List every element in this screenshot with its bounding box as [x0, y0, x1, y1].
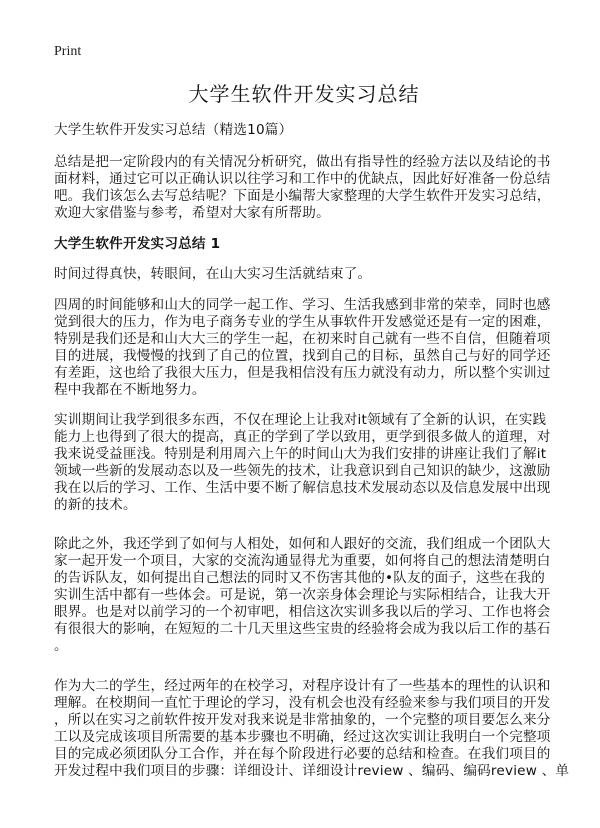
paragraph-line: 作为大二的学生，经过两年的在校学习，对程序设计有了一些基本的理性的认识和: [54, 678, 551, 694]
paragraph-line: 的新的技术。: [54, 497, 137, 513]
paragraph-line: 有差距，这也给了我很大压力，但是我相信没有压力就没有动力，所以整个实训过: [54, 365, 551, 381]
paragraph-line: 目的进展，我慢慢的找到了自己的位置，找到自己的目标，虽然自己与好的同学还: [54, 348, 551, 364]
paragraph-line: 目的完成必须团队分工合作，并在每个阶段进行必要的总结和检查。在我们项目的: [54, 746, 551, 762]
paragraph-line: 实训期间让我学到很多东西，不仅在理论上让我对it领域有了全新的认识，在实践: [54, 412, 547, 428]
paragraph-line: 能力上也得到了很大的提高，真正的学到了学以致用，更学到很多做人的道理，对: [54, 429, 551, 445]
paragraph: [54, 266, 554, 283]
paragraph-line: 。: [54, 638, 68, 654]
print-link[interactable]: Print: [54, 44, 82, 59]
paragraph-line: 眼界。也是对以前学习的一个初审吧，相信这次实训多我以后的学习、工作也将会: [54, 604, 551, 620]
paragraph-line: 四周的时间能够和山大的同学一起工作、学习、生活我感到非常的荣幸，同时也感: [54, 297, 551, 313]
paragraph-line: 我来说受益匪浅。特别是利用周六上午的时间山大为我们安排的讲座让我们了解it: [54, 446, 547, 462]
page-title: 大学生软件开发实习总结: [188, 82, 420, 106]
paragraph-line: 欢迎大家借鉴与参考，希望对大家有所帮助。: [54, 205, 330, 221]
paragraph: [54, 412, 554, 514]
paragraph-line: 程中我都在不断地努力。: [54, 382, 206, 398]
paragraph-line: 特别是我们还是和山大大三的学生一起，在初来时自己就有一些不自信，但随着项: [54, 331, 551, 347]
paragraph-line: 理解。在校期间一直忙于理论的学习，没有机会也没有经验来参与我们项目的开发: [54, 695, 551, 711]
subtitle: 大学生软件开发实习总结（精选10篇）: [54, 122, 293, 138]
paragraph-line: 觉到很大的压力，作为电子商务专业的学生从事软件开发感觉还是有一定的困难，: [54, 314, 551, 330]
paragraph-line: 领域一些新的发展动态以及一些领先的技术，让我意识到自己知识的缺少，这激励: [54, 463, 551, 479]
paragraph: [54, 536, 554, 655]
paragraph-line: 有很很大的影响，在短短的二十几天里这些宝贵的经验将会成为我以后工作的基石: [54, 621, 551, 637]
paragraph-line: 的告诉队友，如何提出自己想法的同时又不伤害其他的•队友的面子，这些在我的: [54, 570, 545, 586]
paragraph-line: 除此之外，我还学到了如何与人相处，如何和人跟好的交流，我们组成一个团队大: [54, 536, 551, 552]
section-heading: 大学生软件开发实习总结 1: [54, 236, 221, 252]
paragraph-line: 吧。我们该怎么去写总结呢？下面是小编帮大家整理的大学生软件开发实习总结，: [54, 188, 551, 204]
paragraph-line: 我在以后的学习、工作、生活中要不断了解信息技术发展动态以及信息发展中出现: [54, 480, 551, 496]
paragraph-line: 工以及完成该项目所需要的基本步骤也不明确，经过这次实训让我明白一个完整项: [54, 729, 551, 745]
paragraph-line: 总结是把一定阶段内的有关情况分析研究，做出有指导性的经验方法以及结论的书: [54, 154, 551, 170]
paragraph-line: ，所以在实习之前软件按开发对我来说是非常抽象的，一个完整的项目要怎么来分: [54, 712, 551, 728]
paragraph-line: 家一起开发一个项目，大家的交流沟通显得尤为重要，如何将自己的想法清楚明白: [54, 553, 551, 569]
paragraph: [54, 678, 570, 780]
paragraph-line: 实训生活中都有一些体会。可是说，第一次亲身体会理论与实际相结合，让我大开: [54, 587, 551, 603]
intro-paragraph: [54, 154, 554, 222]
paragraph: [54, 297, 554, 399]
paragraph-line: 时间过得真快，转眼间，在山大实习生活就结束了。: [54, 266, 372, 282]
paragraph-line: 面材料，通过它可以正确认识以往学习和工作中的优缺点，因此好好准备一份总结: [54, 171, 551, 187]
paragraph-line: 开发过程中我们项目的步骤：详细设计、详细设计review 、编码、编码review 、单: [54, 763, 570, 779]
